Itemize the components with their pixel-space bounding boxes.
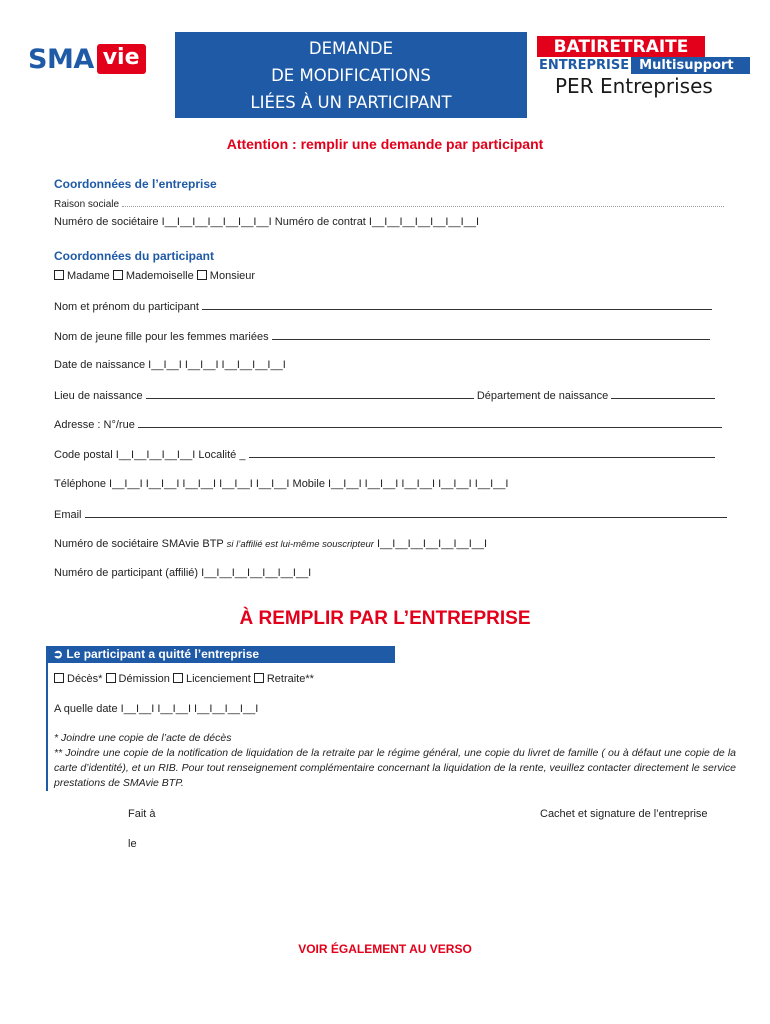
nom-jeune-fille-line[interactable] <box>272 330 710 340</box>
nom-jeune-fille-label: Nom de jeune fille pour les femmes mariées <box>54 331 269 343</box>
section-left-border <box>46 646 48 791</box>
numero-contrat-field[interactable]: Numéro de contrat I__I__I__I__I__I__I__I <box>274 216 480 228</box>
checkbox-icon[interactable] <box>54 673 64 683</box>
motif-retraite[interactable]: Retraite** <box>254 673 314 685</box>
attention-notice: Attention : remplir une demande par participant <box>226 136 544 152</box>
brand-entreprise: ENTREPRISE <box>539 58 630 73</box>
localite-label: Localité _ <box>198 449 246 461</box>
adresse-line[interactable] <box>138 418 722 428</box>
checkbox-icon[interactable] <box>54 270 64 280</box>
civilite-monsieur[interactable]: Monsieur <box>197 270 255 282</box>
num-societaire-note: si l’affilié est lui-même souscripteur <box>226 539 374 550</box>
mobile-field[interactable]: Mobile I__I__I I__I__I I__I__I I__I__I I__I__I <box>292 478 509 490</box>
civilite-madame[interactable]: Madame <box>54 270 110 282</box>
checkbox-icon[interactable] <box>254 673 264 683</box>
motif-deces[interactable]: Décès* <box>54 673 102 685</box>
motif-demission[interactable]: Démission <box>106 673 170 685</box>
num-societaire-smavie-label: Numéro de sociétaire SMAvie BTP <box>54 538 224 550</box>
date-naissance-field[interactable]: Date de naissance I__I__I I__I__I I__I__I__I__I <box>54 359 286 371</box>
voir-verso-notice: VOIR ÉGALEMENT AU VERSO <box>298 942 472 956</box>
date-depart-field[interactable]: A quelle date I__I__I I__I__I I__I__I__I__I <box>54 703 259 715</box>
email-label: Email <box>54 509 82 521</box>
raison-sociale-line[interactable] <box>122 197 724 207</box>
brand-batiretraite: BATIRETRAITE <box>537 36 705 58</box>
logo-sma-text: SMA <box>28 43 94 75</box>
le-label: le <box>128 838 137 850</box>
smavie-logo <box>28 42 146 76</box>
lieu-naissance-line[interactable] <box>146 389 474 399</box>
adresse-label: Adresse : N°/rue <box>54 419 135 431</box>
email-line[interactable] <box>85 508 727 518</box>
document-title <box>175 32 527 118</box>
lieu-naissance-row <box>54 389 715 402</box>
checkbox-icon[interactable] <box>173 673 183 683</box>
checkbox-icon[interactable] <box>197 270 207 280</box>
telephone-field[interactable]: Téléphone I__I__I I__I__I I__I__I I__I__I I__I__I <box>54 478 290 490</box>
brand-subtitle <box>537 57 750 74</box>
nom-jeune-fille-field[interactable] <box>54 330 710 343</box>
motif-licenciement[interactable]: Licenciement <box>173 673 251 685</box>
code-postal-field[interactable]: Code postal I__I__I__I__I__I <box>54 449 196 461</box>
brand-multisupport: Multisupport <box>631 57 749 74</box>
section-title-entreprise: À REMPLIR PAR L’ENTREPRISE <box>239 608 531 629</box>
fait-a-label: Fait à <box>128 808 156 820</box>
brand-per-entreprises: PER Entreprises <box>555 74 713 98</box>
motif-options <box>54 673 314 685</box>
num-societaire-boxes[interactable]: I__I__I__I__I__I__I__I <box>376 538 488 550</box>
telephone-row <box>54 478 508 490</box>
notes-block <box>54 731 736 791</box>
email-field[interactable] <box>54 508 727 521</box>
checkbox-icon[interactable] <box>113 270 123 280</box>
logo-vie-text: vie <box>97 44 146 74</box>
title-line-1: DEMANDE <box>308 39 394 58</box>
section-heading-entreprise: Coordonnées de l’entreprise <box>54 177 217 191</box>
title-line-3: LIÉES À UN PARTICIPANT <box>250 93 452 112</box>
civilite-mademoiselle[interactable]: Mademoiselle <box>113 270 194 282</box>
checkbox-icon[interactable] <box>106 673 116 683</box>
numero-societaire-row <box>54 216 479 228</box>
participant-quitte-bar: ➲ Le participant a quitté l’entreprise <box>47 646 395 663</box>
numero-participant-field[interactable]: Numéro de participant (affilié) I__I__I__I__I__I__I__I <box>54 567 312 579</box>
nom-prenom-label: Nom et prénom du participant <box>54 301 199 313</box>
raison-sociale-label: Raison sociale <box>54 199 120 210</box>
note-deces: * Joindre une copie de l’acte de décès <box>54 732 232 744</box>
civilite-options <box>54 270 255 282</box>
cachet-signature-label: Cachet et signature de l’entreprise <box>540 808 708 820</box>
localite-line[interactable] <box>249 448 715 458</box>
adresse-field[interactable] <box>54 418 722 431</box>
numero-societaire-field[interactable]: Numéro de sociétaire I__I__I__I__I__I__I__I <box>54 216 272 228</box>
nom-prenom-field[interactable] <box>54 300 712 313</box>
numero-societaire-smavie-row[interactable] <box>54 538 487 550</box>
raison-sociale-field[interactable] <box>54 197 724 210</box>
lieu-naissance-label: Lieu de naissance <box>54 390 143 402</box>
departement-naissance-line[interactable] <box>611 389 715 399</box>
section-heading-participant: Coordonnées du participant <box>54 249 215 263</box>
title-line-2: DE MODIFICATIONS <box>271 66 431 85</box>
code-postal-row <box>54 448 715 461</box>
departement-naissance-label: Département de naissance <box>476 390 609 402</box>
nom-prenom-line[interactable] <box>202 300 712 310</box>
note-retraite: ** Joindre une copie de la notification de liquidation de la retraite par le régime général, une copie du livret de famille ( ou à défaut une copie de la carte d’identité), et un RIB. Pour tout renseignement complémentaire concernant la liquidation de la rente, veuillez contacter directement le service prestations de SMAvie BTP. <box>54 747 736 789</box>
